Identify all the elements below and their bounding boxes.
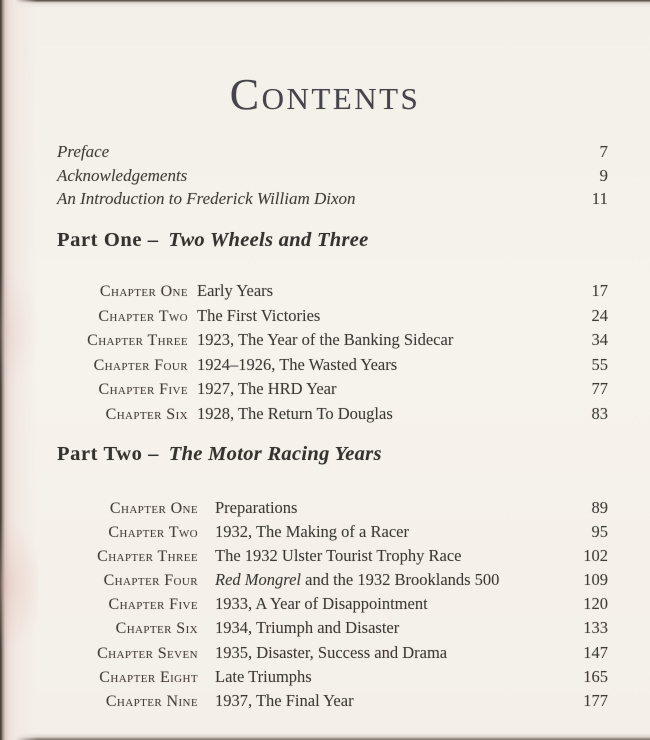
toc-row (57, 187, 608, 211)
chapter-title (215, 568, 583, 592)
chapter-title (215, 689, 583, 713)
chapter-title-text: 1923, The Year of the Banking Sidecar (197, 330, 454, 350)
chapter-label: Chapter Six (105, 405, 188, 423)
chapter-title (215, 641, 583, 665)
page-number: 77 (591, 379, 608, 399)
toc-row (57, 568, 608, 592)
part-heading-prefix: Part Two – (57, 443, 160, 465)
chapter-label: Chapter Five (108, 596, 198, 614)
toc-row (57, 616, 608, 640)
page-number: 7 (599, 142, 608, 161)
page-number: 133 (583, 618, 608, 638)
chapter-title-text: 1933, A Year of Disappointment (215, 594, 428, 614)
chapter-label: Chapter One (109, 500, 198, 517)
page-number: 147 (583, 642, 608, 662)
scan-edge-bottom (0, 733, 650, 740)
chapter-title-text: Preparations (215, 498, 298, 517)
chapter-title (197, 402, 592, 427)
chapter-title-text: 1932, The Making of a Racer (215, 522, 409, 542)
chapter-title-text: 1928, The Return To Douglas (197, 403, 393, 423)
toc-row (57, 377, 608, 402)
entry-title: Acknowledgements (57, 165, 188, 185)
toc-row (57, 665, 608, 689)
chapter-label: Chapter Three (87, 332, 188, 350)
part-one-heading (57, 229, 369, 252)
chapter-title (215, 616, 583, 640)
toc-row (57, 641, 608, 665)
toc-row (57, 164, 608, 188)
toc-row (57, 520, 608, 544)
chapter-title-text: 1927, The HRD Year (197, 379, 337, 399)
page-number: 95 (591, 522, 608, 542)
page-number: 109 (583, 570, 608, 590)
chapter-title-text: 1937, The Final Year (215, 690, 354, 710)
page-number: 34 (591, 330, 608, 350)
part-one-chapter-list (57, 279, 608, 427)
toc-row (57, 353, 608, 378)
chapter-label: Chapter Six (115, 620, 198, 638)
chapter-title (215, 496, 592, 520)
chapter-label: Chapter One (99, 283, 188, 300)
chapter-label: Chapter Four (103, 572, 198, 590)
chapter-title-text: The 1932 Ulster Tourist Trophy Race (215, 546, 462, 566)
page-number: 24 (591, 305, 608, 325)
chapter-title (215, 520, 592, 544)
chapter-title-text: 1934, Triumph and Disaster (215, 618, 400, 638)
page-number: 89 (591, 498, 608, 517)
entry-title: An Introduction to Frederick William Dixon (57, 189, 356, 209)
chapter-label: Chapter Eight (99, 668, 198, 686)
page-number: 165 (583, 666, 608, 686)
chapter-title (197, 328, 592, 353)
part-two-chapter-list (57, 496, 608, 713)
toc-row (57, 402, 608, 427)
page-number: 177 (583, 690, 608, 710)
chapter-label: Chapter Two (98, 307, 188, 325)
toc-row (57, 328, 608, 353)
chapter-label: Chapter Nine (105, 692, 198, 710)
chapter-title-text: Late Triumphs (215, 666, 312, 686)
toc-row (57, 279, 608, 304)
part-two-heading (57, 443, 382, 466)
chapter-title (197, 377, 592, 402)
chapter-title (215, 544, 583, 568)
toc-row (57, 140, 608, 164)
page-number: 102 (583, 546, 608, 566)
chapter-title-text: and the 1932 Brooklands 500 (301, 570, 500, 590)
chapter-title-text: The First Victories (197, 305, 321, 325)
chapter-title (197, 279, 592, 304)
scan-edge-top (0, 0, 650, 8)
chapter-label: Chapter Five (98, 381, 188, 399)
toc-row (57, 689, 608, 713)
chapter-title-text: Early Years (197, 281, 274, 300)
part-heading-title: The Motor Racing Years (168, 443, 382, 465)
chapter-label: Chapter Three (97, 548, 198, 566)
chapter-label: Chapter Seven (97, 644, 198, 662)
page-number: 83 (591, 403, 608, 423)
page-number: 17 (591, 281, 608, 300)
page-number: 11 (591, 189, 608, 209)
chapter-label: Chapter Two (108, 524, 198, 542)
chapter-title-text: 1935, Disaster, Success and Drama (215, 642, 448, 662)
chapter-title (197, 304, 592, 329)
entry-title: Preface (57, 142, 110, 161)
page-number: 120 (583, 594, 608, 614)
part-heading-title: Two Wheels and Three (168, 229, 369, 251)
toc-row (57, 304, 608, 329)
page-title: Contents (229, 70, 421, 120)
page-number: 9 (599, 165, 608, 185)
toc-row (57, 544, 608, 568)
chapter-title (197, 353, 592, 378)
chapter-title-emphasis: Red Mongrel (215, 570, 301, 590)
chapter-title (215, 592, 583, 616)
toc-row (57, 592, 608, 616)
page-number: 55 (591, 354, 608, 374)
chapter-label: Chapter Four (93, 356, 188, 374)
chapter-title-text: 1924–1926, The Wasted Years (197, 354, 398, 374)
chapter-title (215, 665, 583, 689)
toc-row (57, 496, 608, 520)
front-matter-list (57, 140, 608, 211)
part-heading-prefix: Part One – (57, 229, 159, 251)
